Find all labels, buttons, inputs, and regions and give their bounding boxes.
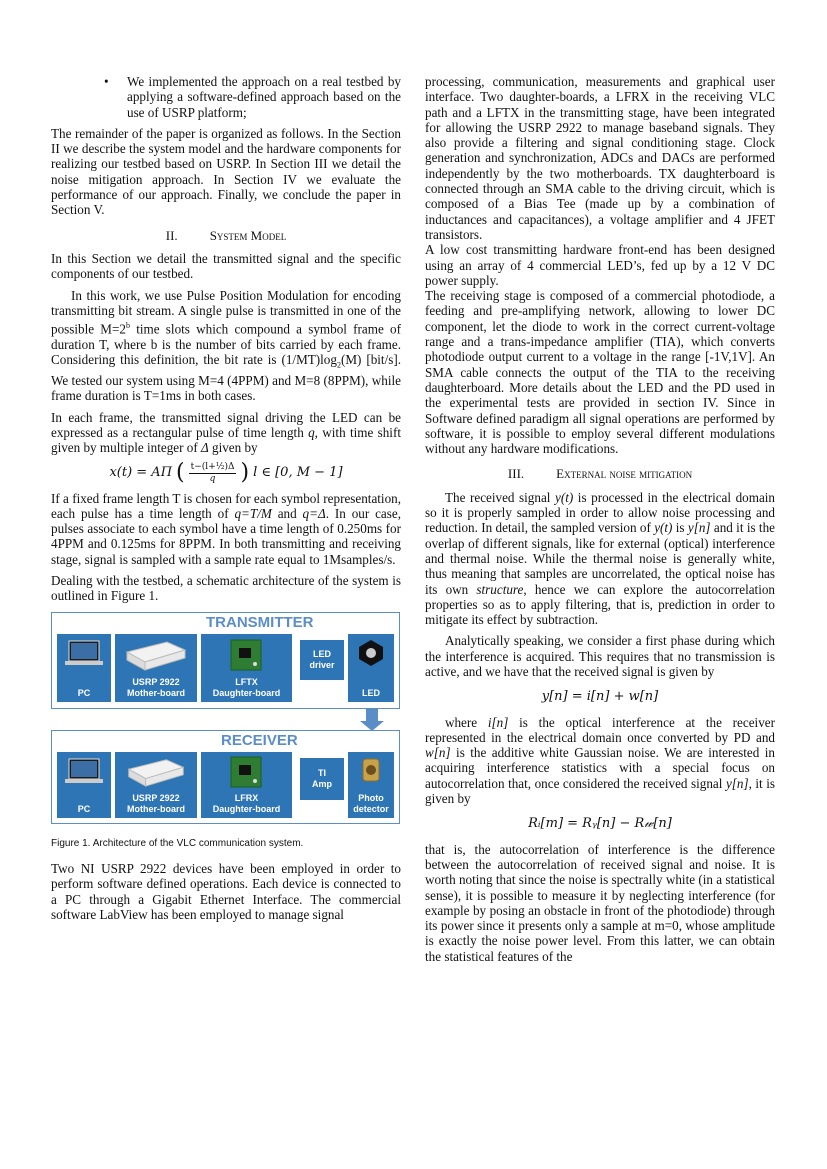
paragraph-fixed-frame: If a fixed frame length T is chosen for each symbol representation, each pulse has a time length of q=T/M and q=Δ. In our case, pulses associate to each symbol have a time length of 0.250ms for 4PPM and 0.125ms for 8PPM. In both transmitting and receiving stage, signal is sampled with a sample rate equal to 1Msamples/s. — [51, 490, 401, 567]
paragraph-received-signal: The received signal y(t) is processed in the electrical domain so it is properly sampled in order to allow noise processing and reduction. In detail, the sampled version of y(t) is y[n] and it is the overlap of different signals, like for external (optical) interference and thermal noise. While the thermal noise is generally white, thus meaning that samples are uncorrelated, the optical noise has its own structure, hence we can explore the autocorrelation properties so as to apply filtering, that is, prediction in order to mitigate its effect by subtraction. — [425, 489, 776, 628]
paragraph-frame: In each frame, the transmitted signal driving the LED can be expressed as a rectangular pulse of time length q, with time shift given by multiple integer of Δ given by — [51, 409, 401, 456]
section-title: External noise mitigation — [556, 466, 693, 482]
tx-lftx-block: LFTX Daughter-board — [201, 634, 292, 702]
bullet-text: We implemented the approach on a real testbed by applying a software-defined approach based on the use of USRP platform; — [127, 74, 401, 120]
tx-driver-block: LED driver — [300, 640, 344, 680]
equation-signal: x(t) = AΠ ( t−(l+½)Δ q ) l ∈ [0, M − 1] — [109, 460, 343, 486]
laptop-icon — [63, 757, 105, 791]
usrp-device-icon — [123, 638, 189, 672]
left-column — [51, 74, 401, 922]
equation-autocorrelation: Rᵢ[m] = Rᵧ[n] − R𝓌[n] — [528, 816, 672, 832]
receiver-title: RECEIVER — [221, 731, 298, 749]
led-icon — [357, 639, 385, 667]
usrp-device-icon — [123, 756, 189, 788]
photodetector-icon — [357, 755, 385, 785]
tx-pc-block: PC — [57, 634, 111, 702]
figure-caption: Figure 1. Architecture of the VLC communication system. — [51, 837, 304, 849]
paragraph-difference: that is, the autocorrelation of interference is the difference between the autocorrelation of received signal and noise. It is worth noting that since the noise is spectrally white (in a statistical sense), it is possible to measure it by neglecting interference (for example by posing an obstacle in front of the photodiode) through its power since it presents only a sample at m=0, whose amplitude is exactly the noise power level. From this latter, we can obtain the statistical features of the — [425, 841, 775, 964]
section-number: II. — [165, 227, 178, 243]
right-column — [425, 74, 775, 964]
figure-architecture — [51, 612, 403, 822]
rx-photodetector-block: Photo detector — [348, 752, 394, 818]
daughterboard-icon — [229, 638, 263, 672]
section-heading-2 — [51, 228, 401, 243]
paragraph-receiving-stage: The receiving stage is composed of a commercial photodiode, a feeding and pre-amplifying network, allowing to lower DC component, let the diode to work in the correct current-voltage range and a trans-impedance amplifier (TIA), which converts photodiode output current to a voltage in the range [-1V,1V]. An SMA cable connects the output of the TIA to the receiving daughterboard. More details about the LED and the PD used in the experimental tests are provided in section IV. Since in Software defined paradigm all signal operations are performed by software, it is possible to employ several different modulations without any hardware modifications. — [425, 288, 775, 457]
paragraph-continued: processing, communication, measurements and graphical user interface. Two daughter-boards, a LFRX in the receiving VLC path and a LFTX in the transmitting stage, have been integrated for allowing the USRP 2922 to manage baseband signals. They also provide a filtering and signal conditioning stage. Clock generation and synchronization, ADCs and DACs are performed independently by the two motherboards. TX daughterboard is connected through an SMA cable to the driving circuit, which is composed of a Bias Tee (made up by a combination of inductances and capacitances), a voltage amplifier and 4 JFET transistors. — [425, 74, 775, 242]
paragraph-usrp: Two NI USRP 2922 devices have been employed in order to perform software defined operations. Each device is connected to a PC through a Gigabit Ethernet Interface. The commercial software LabView has been employed to manage signal — [51, 860, 401, 922]
tx-led-block: LED — [348, 634, 394, 702]
rx-amp-block: TI Amp — [300, 758, 344, 800]
paragraph-section2-intro: In this Section we detail the transmitted signal and the specific components of our testbed. — [51, 250, 401, 282]
laptop-icon — [63, 639, 105, 673]
down-arrow-icon — [366, 709, 378, 721]
paragraph-testbed: Dealing with the testbed, a schematic architecture of the system is outlined in Figure 1. — [51, 573, 401, 604]
paragraph-where: where i[n] is the optical interference at the receiver represented in the electrical domain once converted by PD and w[n] is the additive white Gaussian noise. We are interested in acquiring interference statistics with a special focus on autocorrelation that, once considered the received signal y[n], it is given by — [425, 714, 775, 807]
paragraph-ppm: In this work, we use Pulse Position Modulation for encoding transmitting bit stream. A single pulse is transmitted in one of the possible $M=2^b$ time slots which compound a symbol frame of duration T, where b is the number of bits carried by each frame. Considering this definition, the bit rate is $(1/MT)\log_2(M)$ [bit/s]. We tested our system using M=4 (4PPM) and M=8 (8PPM), while frame duration is T=1ms in both cases. — [51, 287, 401, 404]
section-title: System Model — [209, 227, 287, 243]
section-number: III. — [507, 466, 525, 482]
section-heading-3 — [425, 466, 775, 481]
paragraph-lowcost: A low cost transmitting hardware front-end has been designed using an array of 4 commercial LED’s, fed up by a 12 V DC power supply. — [425, 242, 775, 288]
daughterboard-icon — [227, 755, 265, 789]
tx-usrp-block: USRP 2922 Mother-board — [115, 634, 197, 702]
bullet-dot-icon: • — [104, 74, 109, 89]
rx-lfrx-block: LFRX Daughter-board — [201, 752, 292, 818]
equation-received: y[n] = i[n] + w[n] — [541, 689, 659, 705]
transmitter-title: TRANSMITTER — [206, 613, 314, 631]
paragraph-outline: The remainder of the paper is organized as follows. In the Section II we describe the system model and the hardware components for realizing our testbed based on USRP. In Section III we detail the noise mitigation approach. In Section IV we evaluate the performance of our approach. Finally, we conclude the paper in Section V. — [51, 125, 401, 218]
contribution-bullet — [104, 74, 401, 120]
rx-usrp-block: USRP 2922 Mother-board — [115, 752, 197, 818]
rx-pc-block: PC — [57, 752, 111, 818]
paragraph-analytical: Analytically speaking, we consider a first phase during which the interference is acquired. This requires that no transmission is active, and we have that the received signal is given by — [425, 633, 775, 679]
